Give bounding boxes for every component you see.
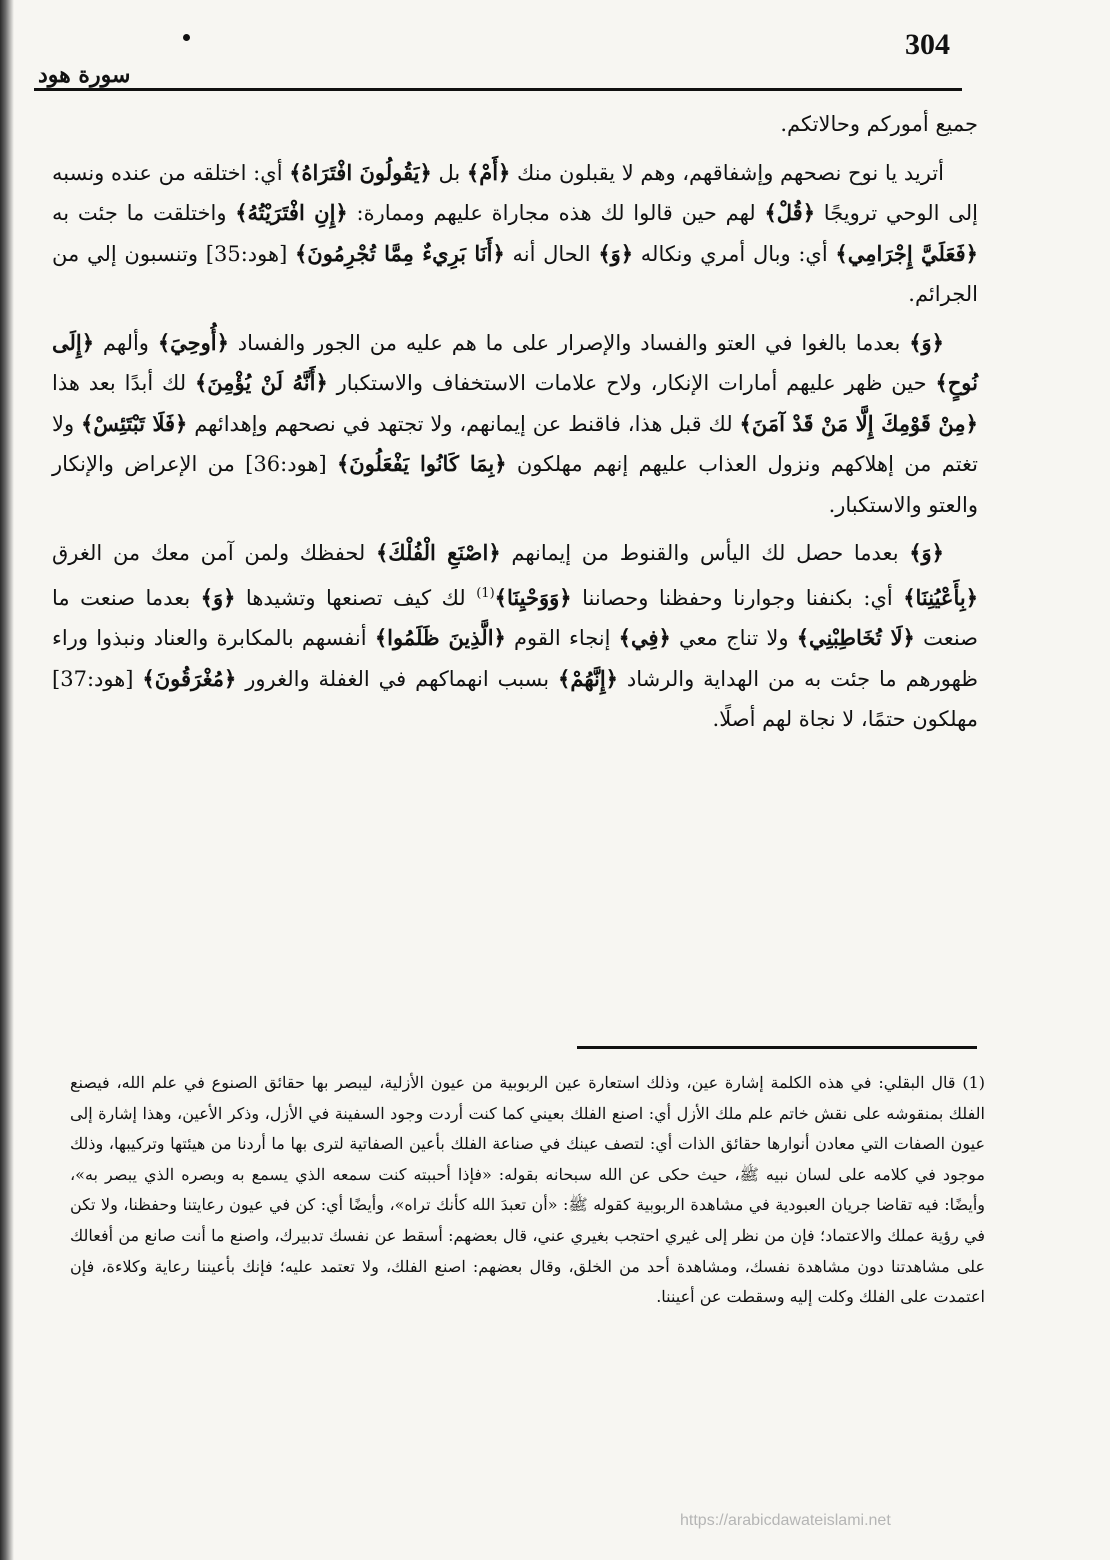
quran-quote: ﴿وَ﴾ [200, 584, 236, 610]
quran-quote: ﴿أَنَّهُ لَنْ يُؤْمِنَ﴾ [194, 370, 328, 395]
quran-quote: ﴿فَعَلَيَّ إِجْرَامِي﴾ [835, 240, 978, 266]
scan-shadow-edge [0, 0, 14, 1560]
quran-quote: ﴿يَقُولُونَ افْتَرَاهُ﴾ [289, 159, 432, 185]
quran-quote: ﴿الَّذِينَ ظَلَمُوا﴾ [374, 625, 506, 650]
ink-speck [183, 34, 190, 41]
footnote-reference[interactable]: (1) [476, 585, 495, 601]
commentary-body [52, 104, 978, 748]
page-number: 304 [905, 28, 950, 61]
quran-quote: ﴿أَمْ﴾ [466, 159, 511, 185]
quran-quote: ﴿بِأَعْيُنِنَا﴾ [903, 584, 978, 610]
quran-quote: ﴿مِنْ قَوْمِكَ إِلَّا مَنْ قَدْ آمَنَ﴾ [739, 410, 978, 436]
paragraph-4: ﴿وَ﴾ بعدما حصل لك اليأس والقنوط من إيمانهم ﴿اصْنَعِ الْفُلْكَ﴾ لحفظك ولمن آمن معك من الغرق ﴿بِأَعْيُنِنَا﴾ أي: بكنفنا وجوارنا وحفظنا وحصاننا ﴿وَوَحْيِنَا﴾$^{(1)}$ لك كيف تصنعها وتشيدها ﴿وَ﴾ بعدما صنعت ما صنعت ﴿لَا تُخَاطِبْنِي﴾ ولا تناج معي ﴿فِي﴾ إنجاء القوم ﴿الَّذِينَ ظَلَمُوا﴾ أنفسهم بالمكابرة والعناد ونبذوا وراء ظهورهم ما جئت به من الهداية والرشاد ﴿إِنَّهُمْ﴾ بسبب انهماكهم في الغفلة والغرور ﴿مُغْرَقُونَ﴾ [هود:37] مهلكون حتمًا، لا نجاة لهم أصلًا. [52, 540, 978, 731]
quran-quote: ﴿أُوحِيَ﴾ [157, 329, 229, 355]
quran-quote: ﴿وَ﴾ [598, 240, 634, 266]
quran-quote: ﴿أَنَا بَرِيءٌ مِمَّا تُجْرِمُونَ﴾ [294, 240, 505, 266]
quran-quote: ﴿إِلَى نُوحٍ﴾ [52, 329, 978, 395]
surah-title: سورة هود [38, 62, 131, 88]
paragraph-1: جميع أموركم وحالاتكم. [780, 112, 978, 136]
footnote-section [70, 1068, 985, 1313]
quran-quote: ﴿اصْنَعِ الْفُلْكَ﴾ [376, 540, 501, 565]
quran-quote: ﴿قُلْ﴾ [764, 200, 816, 225]
watermark-url: https://arabicdawateislami.net [680, 1512, 891, 1529]
quran-quote: ﴿فِي﴾ [618, 625, 671, 650]
quran-quote: ﴿إِنَّهُمْ﴾ [558, 665, 618, 691]
quran-quote: ﴿إِنِ افْتَرَيْتُهُ﴾ [235, 200, 348, 225]
paragraph-2: أتريد يا نوح نصحهم وإشفاقهم، وهم لا يقبلون منك ﴿أَمْ﴾ بل ﴿يَقُولُونَ افْتَرَاهُ﴾ أي: اختلقه من عنده ونسبه إلى الوحي ترويجًا ﴿قُلْ﴾ لهم حين قالوا لك هذه مجاراة عليهم وممارة: ﴿إِنِ افْتَرَيْتُهُ﴾ واختلقت ما جئت به ﴿فَعَلَيَّ إِجْرَامِي﴾ أي: وبال أمري ونكاله ﴿وَ﴾ الحال أنه ﴿أَنَا بَرِيءٌ مِمَّا تُجْرِمُونَ﴾ [هود:35] وتنسبون إلي من الجرائم. [52, 159, 978, 306]
quran-quote: ﴿بِمَا كَانُوا يَفْعَلُونَ﴾ [336, 451, 507, 476]
header-rule [34, 88, 962, 91]
quran-quote: ﴿فَلَا تَبْتَئِسْ﴾ [81, 410, 188, 436]
quran-quote: ﴿وَوَحْيِنَا﴾ [494, 584, 572, 610]
paragraph-3: ﴿وَ﴾ بعدما بالغوا في العتو والفساد والإصرار على ما هم عليه من الجور والفساد ﴿أُوحِيَ﴾ وألهم ﴿إِلَى نُوحٍ﴾ حين ظهر عليهم أمارات الإنكار، ولاح علامات الاستخفاف والاستكبار ﴿أَنَّهُ لَنْ يُؤْمِنَ﴾ لك أبدًا بعد هذا ﴿مِنْ قَوْمِكَ إِلَّا مَنْ قَدْ آمَنَ﴾ لك قبل هذا، فاقنط عن إيمانهم، ولا تجتهد في نصحهم وإهدائهم ﴿فَلَا تَبْتَئِسْ﴾ ولا تغتم من إهلاكهم ونزول العذاب عليهم إنهم مهلكون ﴿بِمَا كَانُوا يَفْعَلُونَ﴾ [هود:36] من الإعراض والإنكار والعتو والاستكبار. [52, 329, 979, 517]
footnote-separator [577, 1046, 977, 1049]
quran-quote: ﴿وَ﴾ [909, 540, 944, 565]
footnote-1: (1) قال البقلي: في هذه الكلمة إشارة عين، وذلك استعارة عين الربوبية من عيون الأزلية، ليبصر بها حقائق الصنوع في علم الله، فيصنع الفلك بمنقوشه على نقش خاتم علم ملك الأزل أي: اصنع الفلك بعيني كما كنت أردت وجود السفينة في الأزل، وذكر الأعين، وهذا إشارة إلى عيون الصفات التي معادن أنوارها حقائق الذات أي: لتصف عينك في صناعة الفلك بأعين الصفاتية لترى بها ما أردنا من هيئتها وتركيبها، وذلك موجود في كلامه على لسان نبيه ﷺ، حيث حكى عن الله سبحانه بقوله: «فإذا أحببته كنت سمعه الذي يسمع به وبصره الذي يبصر به»، وأيضًا: فيه تقاضا جريان العبودية في مشاهدة الربوبية كقوله ﷺ: «أن تعبدَ الله كأنك تراه»، وأيضًا أي: كن في عيون رعايتنا وحفظنا، ولا تكن في رؤية عملك والاعتماد؛ فإن من نظر إلى غيري احتجب بغيري عني، قال بعضهم: أسقط عن نفسك تدبيرك، واصنع ما أنت صانع من أفعالك على مشاهدتنا دون مشاهدة نفسك، ومشاهدة أحد من الخلق، وقال بعضهم: اصنع الفلك، ولا تعتمد عليه؛ فإنك بأعيننا رعاية وكلاءة، فإن اعتمدت على الفلك وكلت إليه وسقطت عن أعيننا. [70, 1073, 986, 1307]
quran-quote: ﴿مُغْرَقُونَ﴾ [142, 665, 237, 691]
quran-quote: ﴿لَا تُخَاطِبْنِي﴾ [796, 625, 915, 650]
quran-quote: ﴿وَ﴾ [909, 329, 944, 355]
